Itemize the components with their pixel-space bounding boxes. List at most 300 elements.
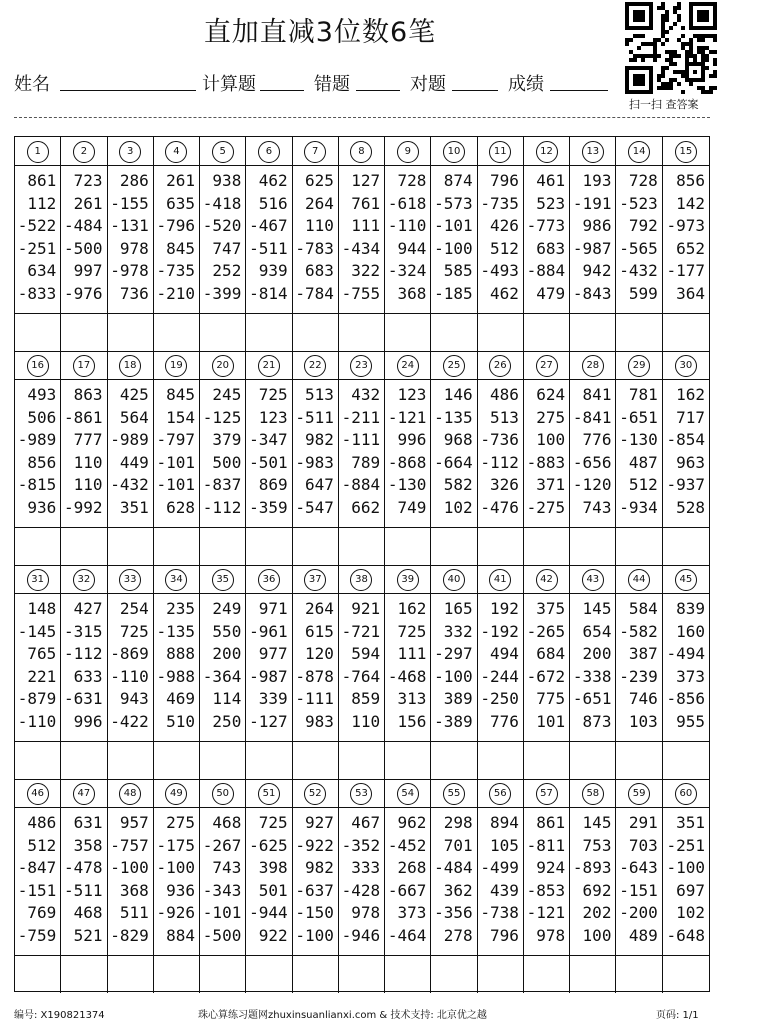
problem-number-cell: -721: [341, 621, 381, 641]
problem-number-cell: -151: [619, 880, 658, 900]
problem-number-cell: -100: [156, 858, 196, 878]
problem-number-cell: 869: [258, 475, 288, 495]
problem-number-cell: -484: [64, 216, 103, 236]
problem-numbers: [108, 593, 153, 741]
problem-numbers: [200, 593, 245, 741]
problem-numbers: [431, 379, 476, 527]
problem-column: [61, 351, 107, 565]
problem-column: [154, 137, 200, 351]
problem-number-cell: -343: [202, 880, 242, 900]
answer-box[interactable]: [154, 955, 199, 994]
problem-number-cell: -265: [526, 621, 566, 641]
answer-box[interactable]: [339, 955, 384, 994]
problem-number-cell: 467: [351, 813, 381, 832]
problem-number-cell: -987: [572, 238, 612, 258]
problem-number-cell: 110: [73, 452, 103, 472]
problem-number-cell: 162: [676, 385, 705, 404]
answer-box[interactable]: [200, 313, 245, 352]
problem-numbers: [61, 593, 106, 741]
answer-box[interactable]: [431, 527, 476, 566]
problem-number-cell: 743: [582, 498, 612, 517]
answer-box[interactable]: [385, 955, 430, 994]
problem-numbers: [108, 379, 153, 527]
problem-number-cell: 371: [536, 475, 566, 495]
problem-column: [385, 137, 431, 351]
problem-number-cell: 761: [351, 193, 381, 213]
problem-number-cell: -618: [387, 193, 427, 213]
problem-number-cell: 486: [490, 385, 519, 404]
problem-number-cell: -672: [526, 666, 566, 686]
problem-number-cell: 148: [27, 599, 57, 618]
problem-column: [200, 137, 246, 351]
problem-number: 46: [27, 783, 49, 805]
problem-header: [339, 351, 384, 380]
answer-box[interactable]: [663, 955, 709, 994]
problem-number-cell: -869: [110, 644, 149, 664]
problem-number: 53: [350, 783, 372, 805]
problem-number-cell: -478: [64, 858, 103, 878]
answer-box[interactable]: [616, 741, 661, 780]
problem-numbers: [570, 379, 615, 527]
problem-number: 21: [258, 355, 280, 377]
problem-number-cell: 398: [258, 858, 288, 878]
problem-header: [108, 565, 153, 594]
answer-box[interactable]: [663, 527, 709, 566]
problem-header: [385, 779, 430, 808]
problem-number-cell: -145: [17, 621, 57, 641]
problem-number-cell: 861: [27, 171, 57, 190]
problem-header: [524, 565, 569, 594]
answer-box[interactable]: [570, 955, 615, 994]
answer-box[interactable]: [524, 313, 569, 352]
problem-number-cell: -755: [341, 284, 381, 303]
problem-number-cell: 631: [73, 813, 103, 832]
problem-number-cell: 717: [676, 407, 705, 427]
problem-number: 24: [397, 355, 419, 377]
problem-number-cell: -784: [295, 284, 334, 303]
problem-number-cell: -297: [434, 644, 473, 664]
problem-number-cell: 523: [536, 193, 566, 213]
name-field[interactable]: [60, 70, 196, 91]
problem-section: [15, 137, 709, 351]
problem-number: 23: [350, 355, 372, 377]
problem-numbers: [385, 807, 430, 955]
problem-header: [570, 779, 615, 808]
problem-column: [200, 779, 246, 993]
problem-number-cell: 692: [582, 880, 612, 900]
problem-column: [154, 779, 200, 993]
problem-header: [61, 779, 106, 808]
problem-number-cell: 521: [73, 926, 103, 945]
score-field[interactable]: [550, 70, 608, 91]
wrong-label: 错题: [314, 74, 350, 95]
footer-page: 页码: 1/1: [656, 1010, 699, 1021]
problem-number-cell: 633: [73, 666, 103, 686]
answer-box[interactable]: [616, 313, 661, 352]
answer-box[interactable]: [246, 741, 291, 780]
problem-number-cell: 922: [258, 926, 288, 945]
problem-header: [200, 137, 245, 166]
answer-box[interactable]: [61, 741, 106, 780]
problem-number-cell: -764: [341, 666, 381, 686]
problem-number-cell: -841: [572, 407, 612, 427]
problem-column: [339, 351, 385, 565]
problem-number-cell: 983: [304, 712, 334, 731]
problem-column: [15, 351, 61, 565]
answer-box[interactable]: [154, 741, 199, 780]
answer-box[interactable]: [108, 955, 153, 994]
problem-number-cell: -988: [156, 666, 196, 686]
problem-number: 28: [582, 355, 604, 377]
answer-box[interactable]: [663, 313, 709, 352]
problem-numbers: [61, 165, 106, 313]
count-field[interactable]: [260, 70, 304, 91]
problem-number-cell: 777: [73, 430, 103, 450]
problem-number-cell: -135: [156, 621, 196, 641]
problem-number-cell: -884: [526, 261, 566, 281]
problem-number: 5: [212, 141, 234, 163]
answer-box[interactable]: [15, 313, 60, 352]
problem-number-cell: -976: [64, 284, 103, 303]
problem-number-cell: 275: [166, 813, 196, 832]
answer-box[interactable]: [385, 741, 430, 780]
problem-number-cell: -101: [202, 903, 242, 923]
problem-number: 59: [628, 783, 650, 805]
problem-number-cell: -511: [249, 238, 288, 258]
problem-number-cell: -773: [526, 216, 566, 236]
problem-numbers: [616, 593, 661, 741]
problem-number-cell: 863: [73, 385, 103, 404]
right-field[interactable]: [452, 70, 498, 91]
problem-header: [616, 137, 661, 166]
problem-header: [478, 137, 523, 166]
problem-number-cell: -125: [202, 407, 242, 427]
wrong-field[interactable]: [356, 70, 400, 91]
problem-number-cell: 105: [490, 835, 519, 855]
problem-column: [663, 565, 709, 779]
problem-column: [293, 565, 339, 779]
problem-number-cell: 264: [304, 599, 334, 618]
problem-number: 40: [443, 569, 465, 591]
answer-box[interactable]: [200, 741, 245, 780]
problem-number-cell: -656: [572, 452, 612, 472]
problem-numbers: [478, 807, 523, 955]
problem-number-cell: 313: [397, 689, 427, 709]
problem-number-cell: -192: [480, 621, 519, 641]
problem-number-cell: 939: [258, 261, 288, 281]
problem-number: 25: [443, 355, 465, 377]
problem-number-cell: -131: [110, 216, 149, 236]
answer-box[interactable]: [570, 313, 615, 352]
problem-number: 36: [258, 569, 280, 591]
problem-number-cell: 511: [119, 903, 149, 923]
problem-number-cell: 127: [351, 171, 381, 190]
problem-header: [385, 565, 430, 594]
problem-column: [339, 779, 385, 993]
problem-number: 11: [489, 141, 511, 163]
problem-number: 22: [304, 355, 326, 377]
problem-column: [108, 351, 154, 565]
problem-number-cell: 585: [443, 261, 473, 281]
problem-header: [570, 565, 615, 594]
problem-number-cell: 123: [397, 385, 427, 404]
problem-number-cell: -738: [480, 903, 519, 923]
answer-box[interactable]: [108, 313, 153, 352]
answer-box[interactable]: [200, 955, 245, 994]
answer-box[interactable]: [293, 527, 338, 566]
problem-numbers: [15, 593, 60, 741]
answer-box[interactable]: [15, 955, 60, 994]
problem-number: 33: [119, 569, 141, 591]
problem-number: 7: [304, 141, 326, 163]
problem-number-cell: -843: [572, 284, 612, 303]
problem-column: [246, 565, 292, 779]
problem-number-cell: 725: [258, 813, 288, 832]
problem-number-cell: 146: [443, 385, 473, 404]
problem-number-cell: 776: [582, 430, 612, 450]
problem-numbers: [570, 165, 615, 313]
problem-number: 56: [489, 783, 511, 805]
problem-number-cell: 594: [351, 644, 381, 664]
answer-box[interactable]: [385, 527, 430, 566]
problem-number: 47: [73, 783, 95, 805]
problem-number-cell: -177: [666, 261, 705, 281]
problem-number-cell: 856: [676, 171, 705, 190]
problem-number-cell: 859: [351, 689, 381, 709]
problem-number-cell: 769: [27, 903, 57, 923]
problem-number-cell: 101: [536, 712, 566, 731]
answer-box[interactable]: [616, 955, 661, 994]
problem-numbers: [385, 379, 430, 527]
problem-number-cell: -565: [619, 238, 658, 258]
problem-number-cell: 202: [582, 903, 612, 923]
problem-number-cell: 977: [258, 644, 288, 664]
problem-number-cell: 942: [582, 261, 612, 281]
problem-number-cell: -452: [387, 835, 427, 855]
problem-number-cell: 654: [582, 621, 612, 641]
problem-number-cell: 986: [582, 216, 612, 236]
problem-column: [61, 565, 107, 779]
problem-number-cell: -547: [295, 498, 334, 517]
problem-number-cell: -582: [619, 621, 658, 641]
problem-numbers: [154, 165, 199, 313]
answer-box[interactable]: [431, 741, 476, 780]
problem-header: [15, 351, 60, 380]
problem-number-cell: -432: [619, 261, 658, 281]
problem-number-cell: 254: [119, 599, 149, 618]
problem-numbers: [524, 807, 569, 955]
problem-number-cell: 978: [351, 903, 381, 923]
problem-number-cell: 500: [212, 452, 242, 472]
answer-box[interactable]: [15, 741, 60, 780]
problem-number-cell: -499: [480, 858, 519, 878]
problem-header: [616, 779, 661, 808]
problem-number: 37: [304, 569, 326, 591]
problem-number-cell: 192: [490, 599, 519, 618]
problem-numbers: [154, 593, 199, 741]
problem-number-cell: -735: [156, 261, 196, 281]
problem-number: 54: [397, 783, 419, 805]
answer-box[interactable]: [154, 527, 199, 566]
problem-number-cell: -150: [295, 903, 334, 923]
problem-column: [200, 351, 246, 565]
problem-number: 42: [536, 569, 558, 591]
problem-number-cell: 160: [676, 621, 705, 641]
answer-box[interactable]: [293, 313, 338, 352]
problem-number-cell: -347: [249, 430, 288, 450]
answer-box[interactable]: [570, 527, 615, 566]
problem-number: 39: [397, 569, 419, 591]
answer-box[interactable]: [15, 527, 60, 566]
problem-number-cell: -736: [480, 430, 519, 450]
problem-number-cell: 874: [443, 171, 473, 190]
problem-column: [200, 565, 246, 779]
answer-box[interactable]: [385, 313, 430, 352]
problem-number-cell: 936: [27, 498, 57, 517]
problem-numbers: [663, 593, 709, 741]
answer-box[interactable]: [524, 741, 569, 780]
problem-number-cell: -664: [434, 452, 473, 472]
problem-header: [339, 779, 384, 808]
answer-box[interactable]: [293, 955, 338, 994]
problem-number-cell: 528: [676, 498, 705, 517]
problem-number-cell: -937: [666, 475, 705, 495]
problem-number-cell: -522: [17, 216, 57, 236]
answer-box[interactable]: [478, 313, 523, 352]
answer-box[interactable]: [478, 741, 523, 780]
problem-numbers: [663, 165, 709, 313]
problem-number: 15: [675, 141, 697, 163]
answer-box[interactable]: [108, 527, 153, 566]
problem-header: [524, 779, 569, 808]
answer-box[interactable]: [339, 527, 384, 566]
answer-box[interactable]: [154, 313, 199, 352]
problem-number-cell: -992: [64, 498, 103, 517]
problem-number-cell: 776: [490, 712, 519, 731]
problem-number-cell: 298: [443, 813, 473, 832]
problem-number-cell: -130: [619, 430, 658, 450]
answer-box[interactable]: [478, 527, 523, 566]
problem-number-cell: -837: [202, 475, 242, 495]
problem-number-cell: 924: [536, 858, 566, 878]
problem-column: [616, 137, 662, 351]
problem-number-cell: 683: [536, 238, 566, 258]
problem-number-cell: 634: [27, 261, 57, 281]
problem-number: 13: [582, 141, 604, 163]
problem-number-cell: -185: [434, 284, 473, 303]
problem-number-cell: -926: [156, 903, 196, 923]
answer-box[interactable]: [478, 955, 523, 994]
problem-header: [15, 779, 60, 808]
answer-box[interactable]: [339, 741, 384, 780]
answer-box[interactable]: [61, 527, 106, 566]
problem-numbers: [431, 807, 476, 955]
problem-header: [108, 351, 153, 380]
problem-number-cell: -130: [387, 475, 427, 495]
problem-number: 58: [582, 783, 604, 805]
problem-number-cell: -110: [387, 216, 427, 236]
answer-box[interactable]: [293, 741, 338, 780]
problem-column: [246, 351, 292, 565]
problem-number-cell: 647: [304, 475, 334, 495]
answer-box[interactable]: [431, 313, 476, 352]
problem-number-cell: -922: [295, 835, 334, 855]
problem-number-cell: -244: [480, 666, 519, 686]
problem-header: [431, 137, 476, 166]
answer-box[interactable]: [246, 527, 291, 566]
problem-number: 27: [536, 355, 558, 377]
answer-box[interactable]: [61, 313, 106, 352]
problem-number-cell: 753: [582, 835, 612, 855]
problem-column: [246, 779, 292, 993]
problem-number-cell: -854: [666, 430, 705, 450]
answer-box[interactable]: [616, 527, 661, 566]
problem-column: [524, 137, 570, 351]
problem-number: 19: [165, 355, 187, 377]
problem-header: [200, 779, 245, 808]
problem-numbers: [200, 379, 245, 527]
problem-number-cell: 112: [27, 193, 57, 213]
problem-numbers: [200, 165, 245, 313]
answer-box[interactable]: [431, 955, 476, 994]
answer-box[interactable]: [524, 527, 569, 566]
problem-header: [61, 565, 106, 594]
answer-box[interactable]: [663, 741, 709, 780]
problem-numbers: [478, 379, 523, 527]
problem-numbers: [663, 807, 709, 955]
problem-number-cell: 326: [490, 475, 519, 495]
problem-number-cell: 512: [628, 475, 658, 495]
problem-numbers: [15, 379, 60, 527]
problem-number-cell: -667: [387, 880, 427, 900]
problem-number-cell: 978: [536, 926, 566, 945]
problem-number-cell: -151: [17, 880, 57, 900]
answer-box[interactable]: [570, 741, 615, 780]
problem-numbers: [524, 593, 569, 741]
problem-column: [478, 779, 524, 993]
answer-box[interactable]: [246, 955, 291, 994]
problem-number-cell: 275: [536, 407, 566, 427]
problem-column: [570, 137, 616, 351]
problem-number-cell: -111: [341, 430, 381, 450]
answer-box[interactable]: [61, 955, 106, 994]
problem-number-cell: -100: [434, 666, 473, 686]
problem-column: [524, 779, 570, 993]
problem-number-cell: 368: [119, 880, 149, 900]
problem-number-cell: -121: [387, 407, 427, 427]
problem-number-cell: -631: [64, 689, 103, 709]
problem-number-cell: -389: [434, 712, 473, 731]
problem-number-cell: -210: [156, 284, 196, 303]
problem-number-cell: 615: [304, 621, 334, 641]
answer-box[interactable]: [339, 313, 384, 352]
qr-code-icon[interactable]: [625, 2, 717, 94]
problem-number-cell: -100: [110, 858, 149, 878]
problem-number-cell: 200: [582, 644, 612, 664]
problem-number-cell: -893: [572, 858, 612, 878]
problem-number-cell: 506: [27, 407, 57, 427]
answer-box[interactable]: [108, 741, 153, 780]
answer-box[interactable]: [524, 955, 569, 994]
problem-number-cell: -135: [434, 407, 473, 427]
answer-box[interactable]: [246, 313, 291, 352]
problem-number-cell: 249: [212, 599, 242, 618]
problem-column: [108, 137, 154, 351]
problem-number: 44: [628, 569, 650, 591]
problem-number-cell: -796: [156, 216, 196, 236]
problem-number-cell: 110: [351, 712, 381, 731]
answer-box[interactable]: [200, 527, 245, 566]
